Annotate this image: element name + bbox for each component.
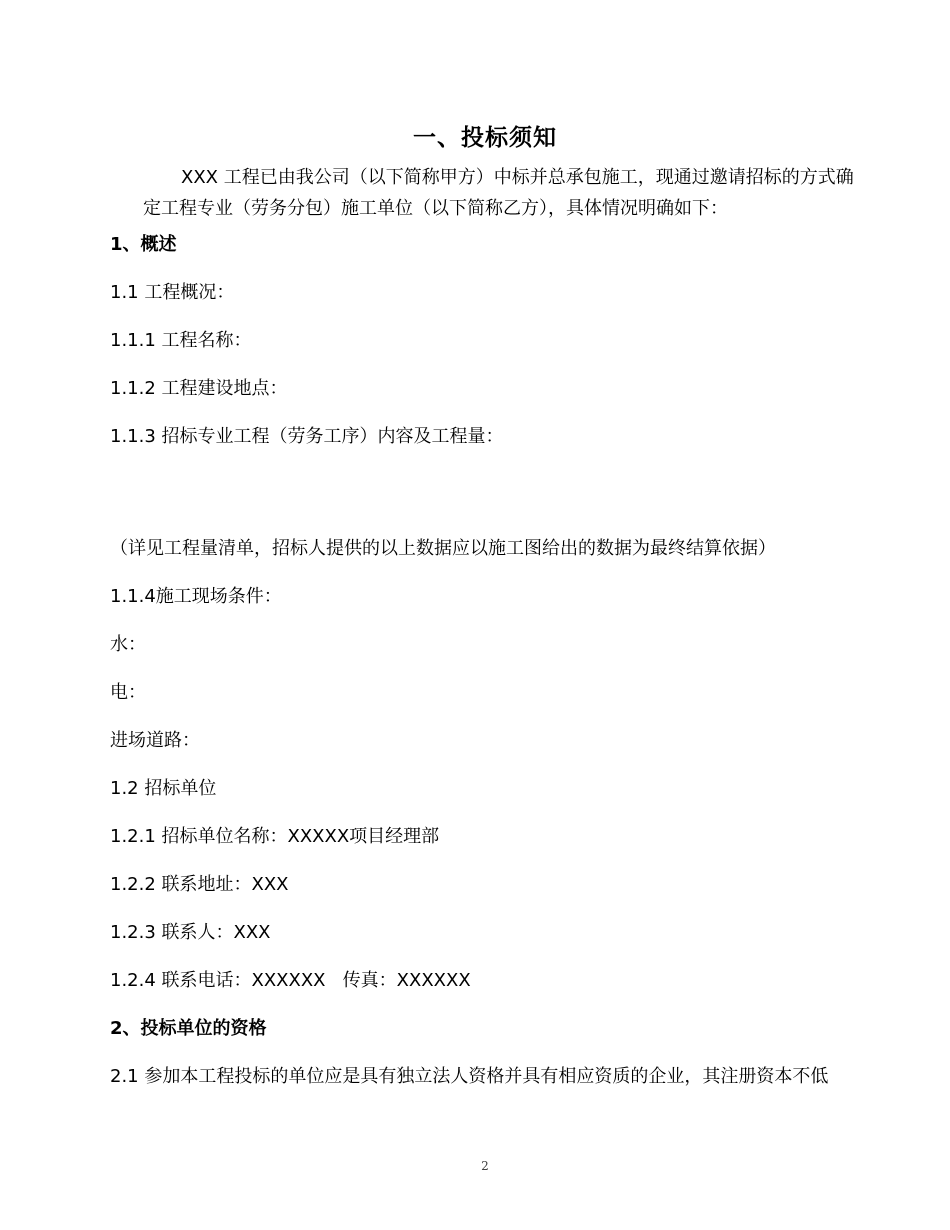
line-contact-address: 1.2.2 联系地址：XXX [110,874,289,895]
line-water: 水： [110,634,146,655]
line-project-location: 1.1.2 工程建设地点： [110,378,288,399]
line-electricity: 电： [110,682,146,703]
intro-text: XXX 工程已由我公司（以下简称甲方）中标并总承包施工，现通过邀请招标的方式确定工程专业（劳务分包）施工单位（以下简称乙方），具体情况明确如下： [143,167,854,219]
line-quantity-note: （详见工程量清单，招标人提供的以上数据应以施工图给出的数据为最终结算依据） [110,538,776,559]
line-qualification-2-1: 2.1 参加本工程投标的单位应是具有独立法人资格并具有相应资质的企业，其注册资本不低 [110,1066,829,1087]
heading-bidder-qualification: 2、投标单位的资格 [110,1018,267,1039]
line-tender-scope: 1.1.3 招标专业工程（劳务工序）内容及工程量： [110,426,504,447]
heading-overview: 1、概述 [110,234,177,255]
line-access-road: 进场道路： [110,730,200,751]
line-project-name: 1.1.1 工程名称： [110,330,252,351]
intro-paragraph [143,162,868,224]
section-title: 一、投标须知 [413,125,557,151]
line-project-overview: 1.1 工程概况： [110,282,235,303]
page-number: 2 [481,1159,489,1173]
line-site-conditions: 1.1.4施工现场条件： [110,586,282,607]
line-contact-phone-fax: 1.2.4 联系电话：XXXXXX 传真：XXXXXX [110,970,471,991]
line-tender-unit: 1.2 招标单位 [110,778,217,799]
line-tender-unit-name: 1.2.1 招标单位名称：XXXXX项目经理部 [110,826,440,847]
line-contact-person: 1.2.3 联系人：XXX [110,922,271,943]
